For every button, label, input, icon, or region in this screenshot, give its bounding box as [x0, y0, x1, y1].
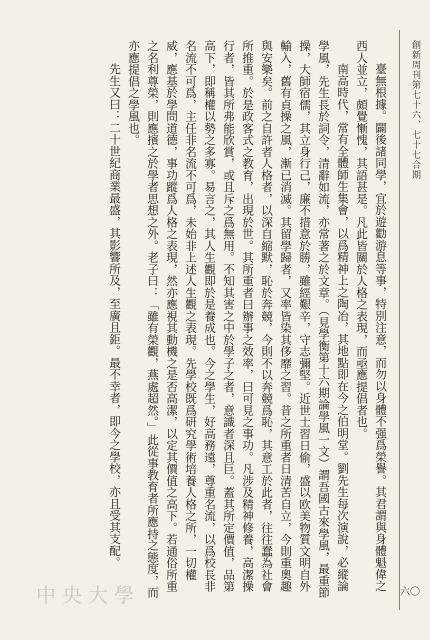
- paragraph: 南高時代，常有全體師生集會，以爲精神上之陶冶，其地點即在今之伯明堂。劉先生每次演說，必縱論學風，先生長於詞令，清辭如流，亦常著之於文章。（見學衡第十六期論學風一文）謂吾國古來學風，最重節操，大師宿儒，其立身行己，廉不措意於勝，雖經艱辛，守志彌堅。近世士習日偷，盛以欧美物質文明自外輸入，舊有貞操之風，漸已消滅。其留學歸者，又率皆染其侈靡之習。昔之所重者日清苦自立，今則重奧趣與安樂矣。前之自許者人格者，以深自縮默，恥於奔競，今則不以奔競爲恥，其意工於此者，往往蠢為社會所推重。於是政客式之教育，出現於世。其所重者曰辦事之效率，曰可見之事功。凡涉及精神修養，高潔操行者，皆其所弗能欣賞，或且斥之爲無用。不知其害之中於學子之者，意識者深且巨。蓋其所定價值，品第高下，即稱權以勢之多寡。易言之，其人生觀即於是養成也。今之學生，好高務遠，尊重名流，以爲校長非名流不可爲，主任非名流不可爲，未始非上述人生觀之表現。先學校既爲研究學術培養人格之所，一切權威，應基於學問道德，事功蹤爲人格之表現，然亦應視其動機之是否高潔，以定其價值之高下。若通俗所重之名利尊榮，則應擯之於學者思想之外。老子曰：「雖有榮觀，燕處超然。」此從事教育者所應持之態度，而亦應提倡之學風也。: [127, 40, 350, 599]
- watermark: 中央大學: [36, 583, 140, 607]
- body-text: [40, 40, 390, 600]
- page-number: 六〇: [400, 587, 420, 598]
- paragraph: 臺無根據。闢後諸同學，宜於遊勸游息等事，特別注意，而勿以身體不强爲榮譽。其君謂與身體魁偉之西人並立，頗覺慚愧，其語甚是。凡此皆關於人格之表現，而亟應提倡者也。: [355, 40, 388, 592]
- header-rule: [399, 30, 400, 610]
- running-title: 創新周刊第七十六、七十七合期: [410, 40, 420, 180]
- paragraph: 先生又曰：二十世紀商業最盛，其影響所及，至廣且鉅。最不幸者，即今之學校，亦且受其支配。: [108, 63, 122, 569]
